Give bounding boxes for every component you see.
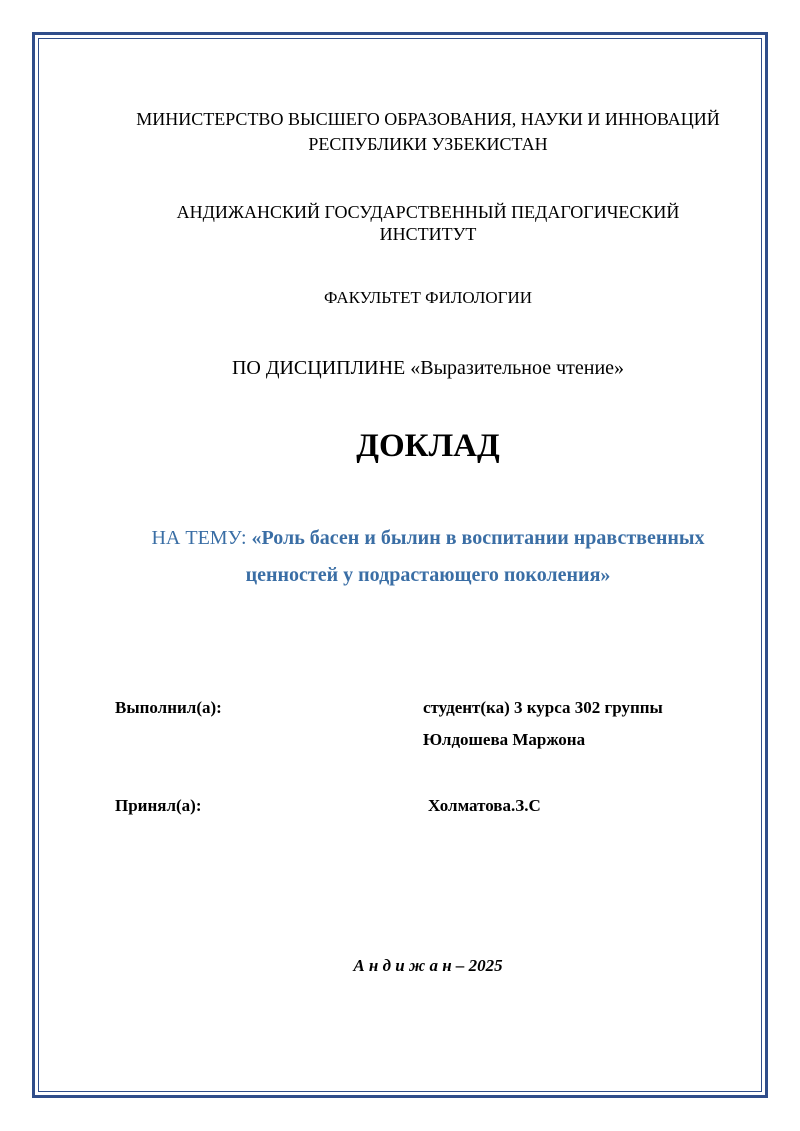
institute-heading [40,201,760,245]
topic-title-part-2: ценностей у подрастающего поколения» [245,564,611,586]
ministry-line-1: МИНИСТЕРСТВО ВЫСШЕГО ОБРАЗОВАНИЯ, НАУКИ И ИННОВАЦИЙ [136,109,720,129]
topic-title-part-1: «Роль басен и былин в воспитании нравственных [251,527,705,549]
topic-line-1 [96,520,760,557]
accepted-by-label: Принял(а): [115,796,202,815]
performed-by-student: студент(ка) 3 курса 302 группы [423,698,663,717]
ministry-heading [40,107,760,157]
ministry-line-2: РЕСПУБЛИКИ УЗБЕКИСТАН [308,134,548,154]
document-title: ДОКЛАД [356,428,500,464]
city-year: А н д и ж а н – 2025 [353,956,503,975]
institute-line-2: ИНСТИТУТ [379,224,477,244]
performed-by-name: Юлдошева Маржона [423,730,586,749]
topic-prefix: НА ТЕМУ: [151,527,252,549]
topic-block [40,520,760,594]
discipline-line: ПО ДИСЦИПЛИНЕ «Выразительное чтение» [231,357,625,379]
performed-by-label: Выполнил(а): [115,698,222,717]
institute-line-1: АНДИЖАНСКИЙ ГОСУДАРСТВЕННЫЙ ПЕДАГОГИЧЕСКИЙ [176,202,680,222]
accepted-by-name: Холматова.З.С [428,796,541,815]
faculty-heading: ФАКУЛЬТЕТ ФИЛОЛОГИИ [323,288,533,307]
